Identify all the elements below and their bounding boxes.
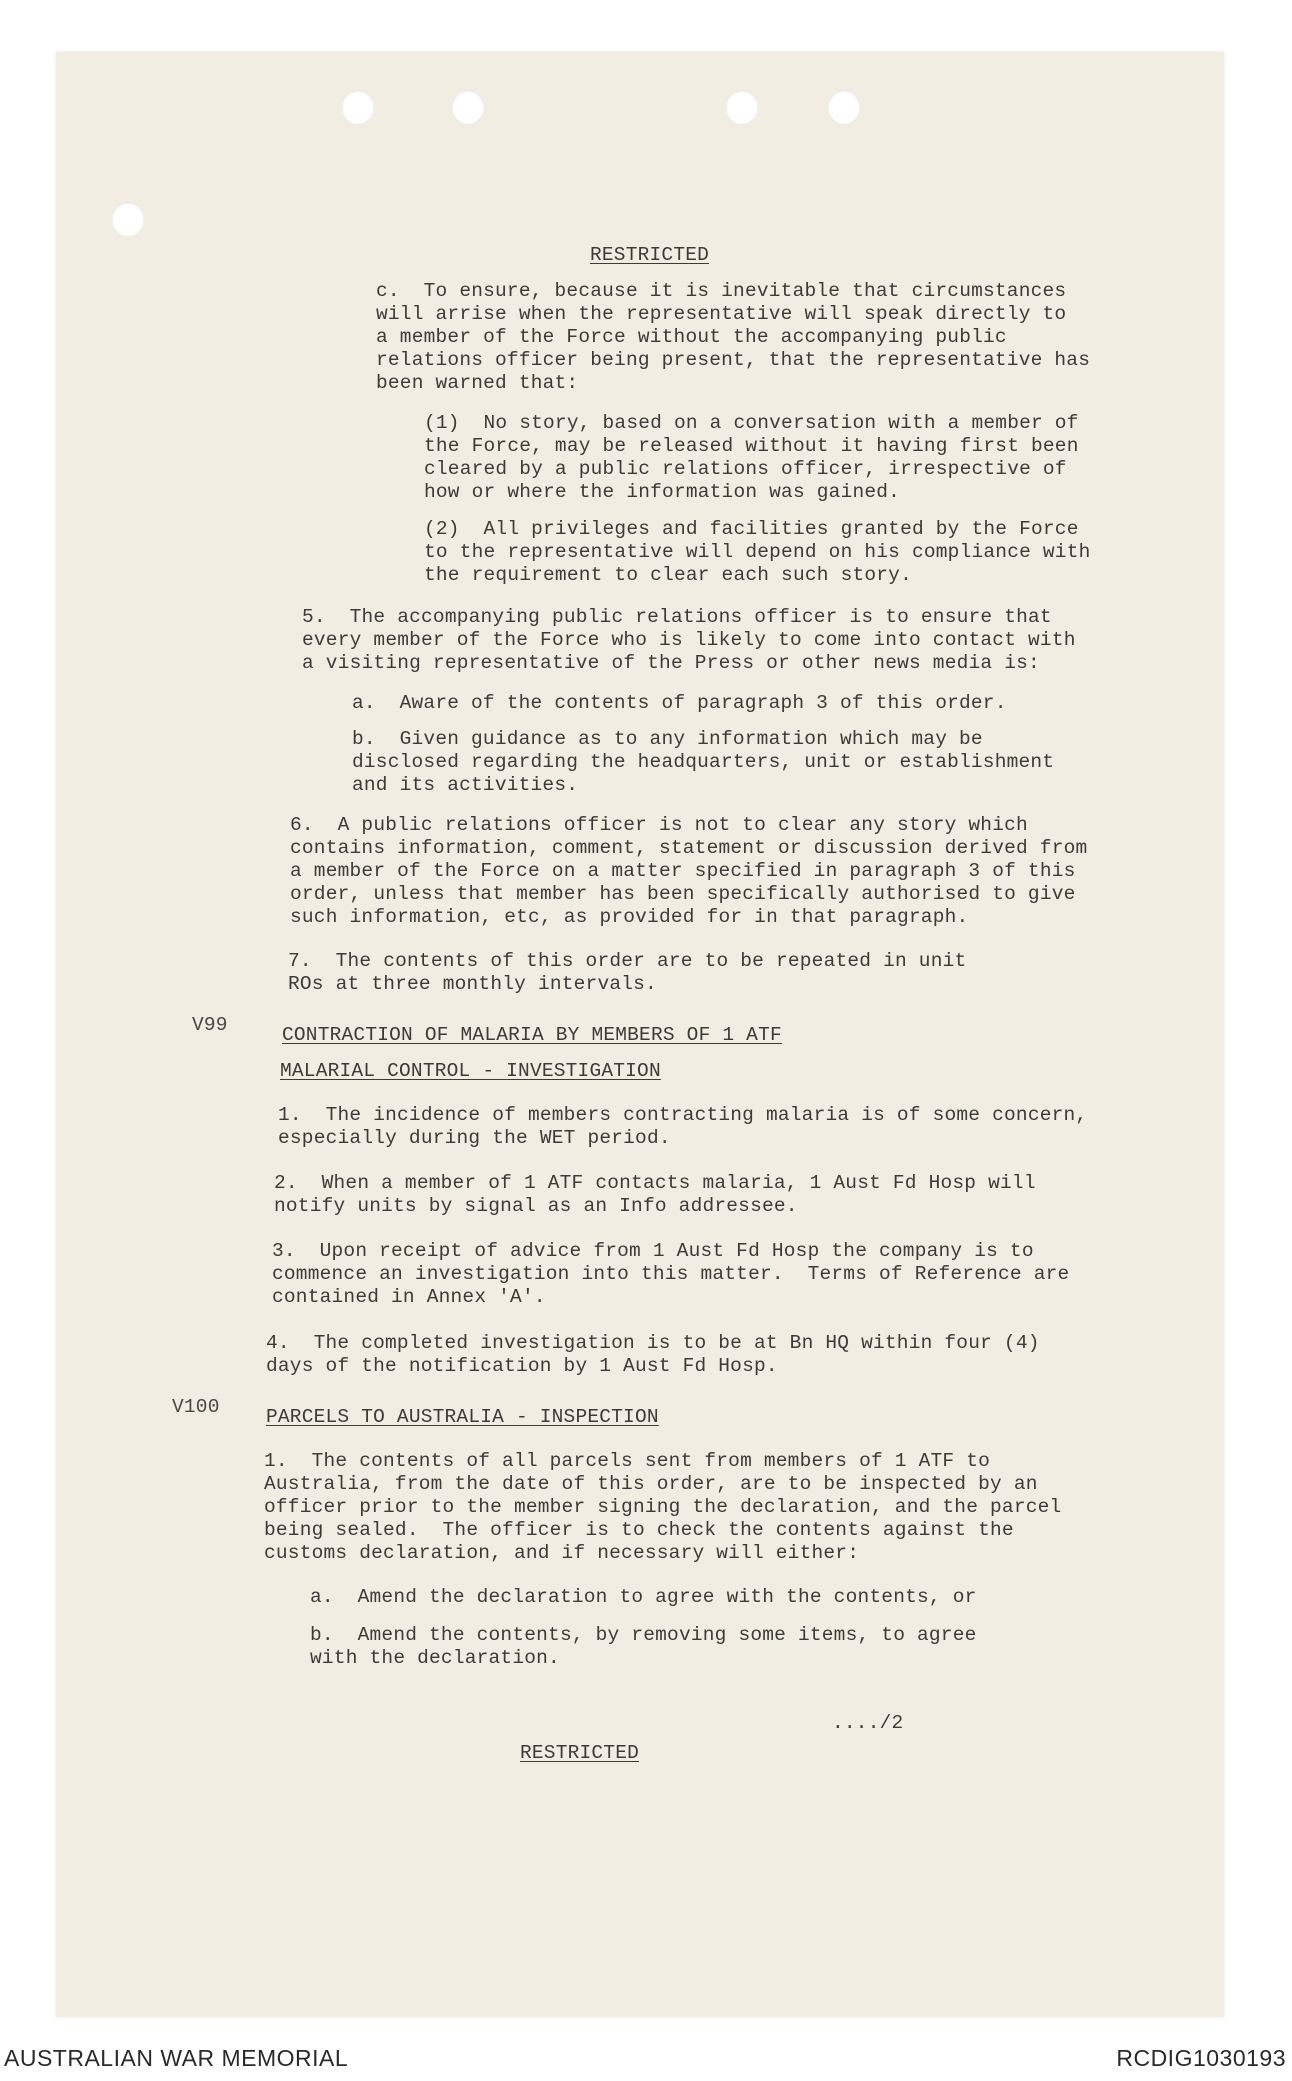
text-line: with the declaration. <box>310 1647 560 1669</box>
text-line: 3. Upon receipt of advice from 1 Aust Fd Hosp the company is to <box>272 1240 1034 1262</box>
text-line: order, unless that member has been specifically authorised to give <box>290 883 1076 905</box>
text-line: will arrise when the representative will speak directly to <box>376 303 1067 325</box>
text-line: contains information, comment, statement or discussion derived from <box>290 837 1088 859</box>
text-line: a. Aware of the contents of paragraph 3 of this order. <box>352 692 1007 714</box>
order-title: PARCELS TO AUSTRALIA - INSPECTION <box>266 1406 659 1428</box>
text-line: contained in Annex 'A'. <box>272 1286 546 1308</box>
text-line: being sealed. The officer is to check the contents against the <box>264 1519 1014 1541</box>
order-title: CONTRACTION OF MALARIA BY MEMBERS OF 1 ATF <box>282 1024 782 1046</box>
punch-hole <box>828 90 860 124</box>
text-line: days of the notification by 1 Aust Fd Hosp. <box>266 1355 778 1377</box>
classification-footer: RESTRICTED <box>520 1742 640 1764</box>
text-line: every member of the Force who is likely to come into contact with <box>302 629 1076 651</box>
text-line: the Force, may be released without it having first been <box>424 435 1079 457</box>
text-line: been warned that: <box>376 372 579 394</box>
continuation-marker: ..../2 <box>832 1712 904 1734</box>
text-line: notify units by signal as an Info addressee. <box>274 1195 798 1217</box>
text-line: a. Amend the declaration to agree with the contents, or <box>310 1586 977 1608</box>
punch-hole <box>342 90 374 124</box>
text-line: a member of the Force on a matter specified in paragraph 3 of this <box>290 860 1076 882</box>
archive-name: AUSTRALIAN WAR MEMORIAL <box>4 2045 349 2071</box>
text-line: (2) All privileges and facilities granted by the Force <box>424 518 1079 540</box>
text-line: such information, etc, as provided for in that paragraph. <box>290 906 969 928</box>
text-line: b. Amend the contents, by removing some items, to agree <box>310 1624 977 1646</box>
text-line: cleared by a public relations officer, irrespective of <box>424 458 1067 480</box>
text-line: and its activities. <box>352 774 579 796</box>
text-line: a visiting representative of the Press or other news media is: <box>302 652 1040 674</box>
text-line: especially during the WET period. <box>278 1127 671 1149</box>
text-line: relations officer being present, that the representative has <box>376 349 1091 371</box>
text-line: how or where the information was gained. <box>424 481 901 503</box>
order-subtitle: MALARIAL CONTROL - INVESTIGATION <box>280 1060 661 1082</box>
text-line: officer prior to the member signing the declaration, and the parcel <box>264 1496 1062 1518</box>
text-line: 6. A public relations officer is not to clear any story which <box>290 814 1028 836</box>
archive-record-id: RCDIG1030193 <box>1116 2045 1286 2071</box>
text-line: 1. The contents of all parcels sent from members of 1 ATF to <box>264 1450 991 1472</box>
text-line: disclosed regarding the headquarters, unit or establishment <box>352 751 1055 773</box>
punch-hole <box>452 90 484 124</box>
order-number: V99 <box>192 1014 228 1036</box>
text-line: a member of the Force without the accompanying public <box>376 326 1007 348</box>
text-line: commence an investigation into this matter. Terms of Reference are <box>272 1263 1070 1285</box>
classification-header: RESTRICTED <box>590 244 710 266</box>
text-line: 1. The incidence of members contracting malaria is of some concern, <box>278 1104 1088 1126</box>
text-line: ROs at three monthly intervals. <box>288 973 657 995</box>
text-line: (1) No story, based on a conversation with a member of <box>424 412 1079 434</box>
text-line: b. Given guidance as to any information which may be <box>352 728 983 750</box>
order-number: V100 <box>172 1396 220 1418</box>
text-line: 7. The contents of this order are to be repeated in unit <box>288 950 967 972</box>
text-line: customs declaration, and if necessary will either: <box>264 1542 860 1564</box>
text-line: 4. The completed investigation is to be at Bn HQ within four (4) <box>266 1332 1040 1354</box>
punch-hole <box>726 90 758 124</box>
text-line: c. To ensure, because it is inevitable that circumstances <box>376 280 1067 302</box>
text-line: 5. The accompanying public relations officer is to ensure that <box>302 606 1052 628</box>
text-line: the requirement to clear each such story. <box>424 564 912 586</box>
punch-hole <box>112 202 144 236</box>
text-line: 2. When a member of 1 ATF contacts malaria, 1 Aust Fd Hosp will <box>274 1172 1036 1194</box>
text-line: to the representative will depend on his compliance with <box>424 541 1091 563</box>
text-line: Australia, from the date of this order, are to be inspected by an <box>264 1473 1038 1495</box>
